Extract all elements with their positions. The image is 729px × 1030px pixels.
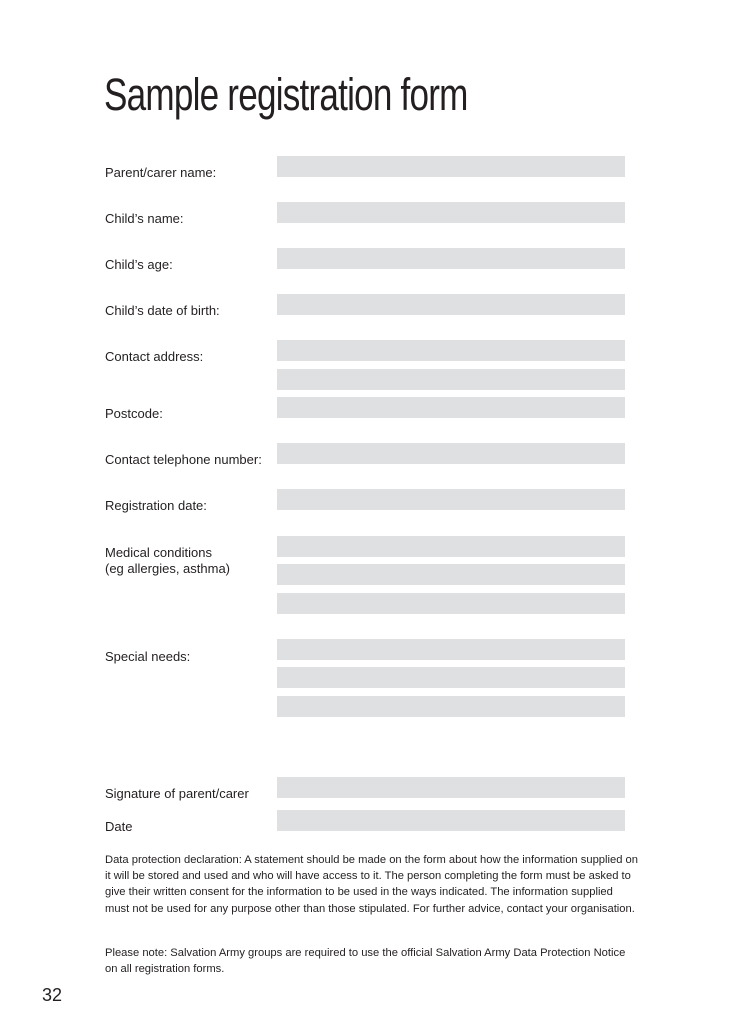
registration-date-field[interactable] [277, 489, 625, 510]
signature-label: Signature of parent/carer [105, 786, 249, 801]
telephone-label: Contact telephone number: [105, 452, 262, 467]
parent-name-label: Parent/carer name: [105, 165, 217, 180]
child-age-field[interactable] [277, 248, 625, 269]
contact-address-label: Contact address: [105, 349, 204, 364]
medical-conditions-hint: (eg allergies, asthma) [105, 561, 230, 576]
signature-field[interactable] [277, 777, 625, 798]
page-number: 32 [42, 985, 63, 1005]
special-needs-field-line1[interactable] [277, 639, 625, 660]
contact-address-field-line2[interactable] [277, 369, 625, 390]
medical-conditions-field-line1[interactable] [277, 536, 625, 557]
child-age-label: Child’s age: [105, 257, 173, 272]
postcode-field[interactable] [277, 397, 625, 418]
date-label: Date [105, 819, 133, 834]
child-dob-field[interactable] [277, 294, 625, 315]
contact-address-field-line1[interactable] [277, 340, 625, 361]
special-needs-field-line2[interactable] [277, 667, 625, 688]
child-name-field[interactable] [277, 202, 625, 223]
data-protection-declaration: Data protection declaration: A statement should be made on the form about how the information supplied on it will be stored and used and who will have access to it. The person completing the form must be asked to give their written consent for the information to be used in the ways indicated. The information supplied must not be used for any purpose other than those stipulated. For further advice, contact your organisation. [105, 854, 638, 915]
medical-conditions-field-line2[interactable] [277, 564, 625, 585]
child-name-label: Child’s name: [105, 211, 184, 226]
parent-name-field[interactable] [277, 156, 625, 177]
registration-date-label: Registration date: [105, 498, 207, 513]
date-field[interactable] [277, 810, 625, 831]
child-dob-label: Child’s date of birth: [105, 303, 220, 318]
special-needs-label: Special needs: [105, 649, 191, 664]
postcode-label: Postcode: [105, 406, 163, 421]
medical-conditions-field-line3[interactable] [277, 593, 625, 614]
special-needs-field-line3[interactable] [277, 696, 625, 717]
medical-conditions-label: Medical conditions [105, 545, 212, 560]
data-protection-note: Please note: Salvation Army groups are required to use the official Salvation Army Data Protection Notice on all registration forms. [105, 947, 626, 976]
telephone-field[interactable] [277, 443, 625, 464]
page-title: Sample registration form [104, 69, 468, 120]
